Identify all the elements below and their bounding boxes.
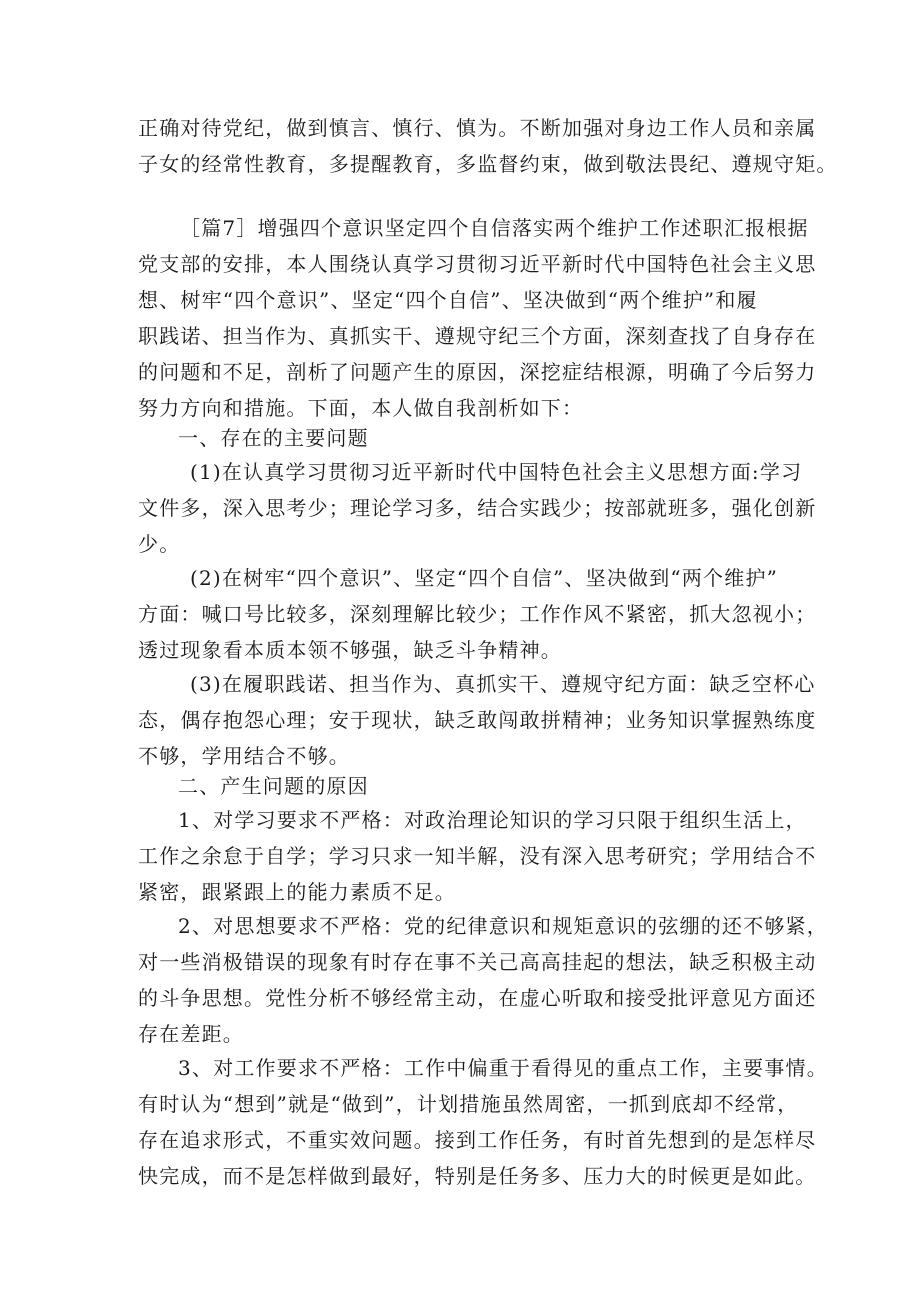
- section-heading: 二、产生问题的原因: [178, 774, 369, 798]
- text-line: 正确对待党纪，做到慎言、慎行、慎为。不断加强对身边工作人员和亲属: [138, 116, 817, 140]
- text-line: 工作之余怠于自学；学习只求一知半解，没有深入思考研究；学用结合不: [138, 844, 817, 868]
- text-line: 透过现象看本质本领不够强，缺乏斗争精神。: [138, 638, 562, 662]
- text-line: 党支部的安排，本人围绕认真学习贯彻习近平新时代中国特色社会主义思: [138, 252, 817, 276]
- text-line: 不够，学用结合不够。: [138, 744, 350, 768]
- text-line: 的斗争思想。党性分析不够经常主动，在虚心听取和接受批评意见方面还: [138, 986, 817, 1010]
- text-line: 存在追求形式，不重实效问题。接到工作任务，有时首先想到的是怎样尽: [138, 1128, 817, 1152]
- text-line: 2、对思想要求不严格：党的纪律意识和规矩意识的弦绷的还不够紧，: [178, 914, 828, 938]
- text-line: 对一些消极错误的现象有时存在事不关己高高挂起的想法，缺乏积极主动: [138, 950, 817, 974]
- text-line: 想、树牢“四个意识”、坚定“四个自信”、坚决做到“两个维护”和履: [138, 288, 758, 312]
- text-line: 紧密，跟紧跟上的能力素质不足。: [138, 880, 456, 904]
- text-line: 3、对工作要求不严格：工作中偏重于看得见的重点工作，主要事情。: [178, 1056, 828, 1080]
- text-line: (3)在履职践诺、担当作为、真抓实干、遵规守纪方面：缺乏空杯心: [190, 672, 816, 696]
- text-line: (1)在认真学习贯彻习近平新时代中国特色社会主义思想方面:学习: [190, 460, 803, 484]
- section-heading: 一、存在的主要问题: [178, 426, 369, 450]
- text-line: 有时认为“想到”就是“做到”，计划措施虽然周密，一抓到底却不经常，: [138, 1092, 799, 1116]
- text-line: 文件多，深入思考少；理论学习多，结合实践少；按部就班多，强化创新: [138, 496, 817, 520]
- text-line: 方面：喊口号比较多，深刻理解比较少；工作作风不紧密，抓大忽视小；: [138, 602, 817, 626]
- text-line: 努力方向和措施。下面，本人做自我剖析如下：: [138, 396, 584, 420]
- text-line: 存在差距。: [138, 1022, 244, 1046]
- text-line: 职践诺、担当作为、真抓实干、遵规守纪三个方面，深刻查找了自身存在: [138, 324, 817, 348]
- text-line: 1、对学习要求不严格：对政治理论知识的学习只限于组织生活上，: [178, 808, 807, 832]
- text-line: 态，偶存抱怨心理；安于现状，缺乏敢闯敢拼精神；业务知识掌握熟练度: [138, 708, 817, 732]
- text-line: 快完成，而不是怎样做到最好，特别是任务多、压力大的时候更是如此。: [138, 1164, 817, 1188]
- text-line: 的问题和不足，剖析了问题产生的原因，深挖症结根源，明确了今后努力: [138, 360, 817, 384]
- text-line: 子女的经常性教育，多提醒教育，多监督约束，做到敬法畏纪、遵规守矩。: [138, 152, 838, 176]
- text-line: 少。: [138, 532, 181, 556]
- section-heading: ［篇7］增强四个意识坚定四个自信落实两个维护工作述职汇报根据: [180, 216, 809, 240]
- text-line: (2)在树牢“四个意识”、坚定“四个自信”、坚决做到“两个维护”: [190, 566, 779, 590]
